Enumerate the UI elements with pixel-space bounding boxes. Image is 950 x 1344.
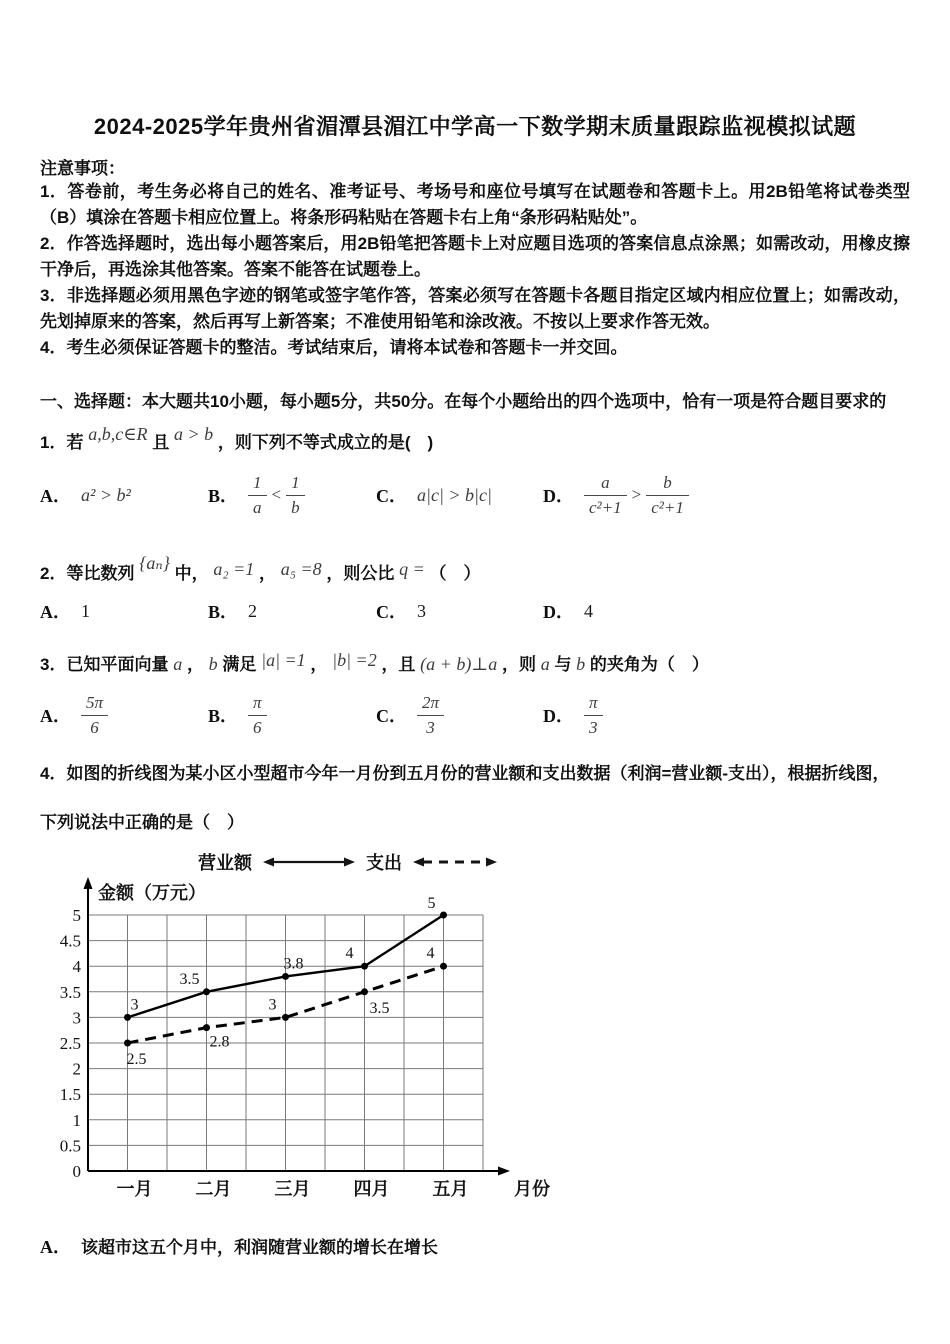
legend-solid-line-icon xyxy=(261,854,357,870)
q3-option-D xyxy=(543,692,910,737)
legend-label-expense: 支出 xyxy=(366,853,402,873)
q3-formula-mag-a: |a| =1 xyxy=(261,650,306,670)
svg-text:月份: 月份 xyxy=(514,1179,550,1199)
q1-option-A xyxy=(40,482,208,508)
svg-text:3.8: 3.8 xyxy=(283,955,304,973)
page-title: 2024-2025学年贵州省湄潭县湄江中学高一下数学期末质量跟踪监视模拟试题 xyxy=(93,114,857,139)
q2-formula-q: q = xyxy=(399,559,425,579)
q1-option-B-relation: < xyxy=(271,485,282,504)
question-1 xyxy=(40,424,910,453)
q1-option-C xyxy=(376,482,543,508)
q3-var-a2: a xyxy=(540,654,550,674)
question-3 xyxy=(40,650,910,675)
q1-option-B-fraction-2 xyxy=(286,472,305,517)
q2-text-1: 中， xyxy=(174,564,209,583)
q3-text-2: 满足 xyxy=(222,655,257,674)
svg-text:5: 5 xyxy=(72,906,81,925)
q2-formula-a2: a₂ =1 xyxy=(213,559,255,579)
q2-option-B xyxy=(208,598,376,624)
svg-text:2.5: 2.5 xyxy=(59,1034,81,1053)
q2-formula-a5: a₅ =8 xyxy=(280,559,322,579)
q2-formula-sequence: {aₙ} xyxy=(139,553,170,573)
svg-text:2.8: 2.8 xyxy=(209,1033,230,1051)
q1-option-A-label: A． xyxy=(40,486,71,506)
q1-formula-abc-in-R: a,b,c∈R xyxy=(88,424,148,444)
q2-options xyxy=(40,598,910,624)
q2-option-A-label: A． xyxy=(40,602,71,622)
question-2 xyxy=(40,553,910,584)
svg-text:3: 3 xyxy=(130,996,139,1014)
q2-option-C-value: 3 xyxy=(417,600,426,621)
line-chart-svg xyxy=(40,875,560,1213)
q3-text-7: 的夹角为（ ） xyxy=(589,655,709,674)
q3-option-B-fraction xyxy=(248,692,267,737)
fraction-denominator: c²+1 xyxy=(589,498,622,517)
q2-text-4: （ ） xyxy=(429,564,481,583)
fraction-numerator: 1 xyxy=(286,472,305,496)
q2-option-D-label: D． xyxy=(543,602,574,622)
q4-option-A xyxy=(40,1233,910,1259)
chart-canvas xyxy=(40,875,560,1213)
q2-prefix: 2．等比数列 xyxy=(40,564,135,583)
q1-option-D-label: D． xyxy=(543,486,574,506)
svg-text:一月: 一月 xyxy=(116,1179,153,1199)
fraction-denominator: 6 xyxy=(253,718,262,737)
q3-text-1: ， xyxy=(186,655,204,674)
chart-legend xyxy=(198,849,560,875)
fraction-denominator: b xyxy=(291,498,300,517)
svg-text:3: 3 xyxy=(268,996,277,1014)
q3-text-5: ，则 xyxy=(501,655,536,674)
fraction-numerator: π xyxy=(248,692,267,716)
q1-suffix: ，则下列不等式成立的是( ) xyxy=(217,433,434,452)
q1-option-D-fraction-1 xyxy=(584,472,627,517)
q3-option-B-label: B． xyxy=(208,706,239,726)
q1-option-D-fraction-2 xyxy=(646,472,689,517)
q3-options xyxy=(40,689,910,741)
fraction-numerator: π xyxy=(584,692,603,716)
section-1-heading: 一、选择题：本大题共10小题，每小题5分，共50分。在每个小题给出的四个选项中，恰有一项是符合题目要求的 xyxy=(40,392,887,411)
notice-heading: 注意事项： xyxy=(40,159,125,178)
q3-option-C-label: C． xyxy=(376,706,407,726)
fraction-denominator: 6 xyxy=(90,718,99,737)
fraction-numerator: 1 xyxy=(248,472,267,496)
q1-option-C-label: C． xyxy=(376,486,407,506)
q1-option-A-formula: a² > b² xyxy=(81,484,131,505)
legend-label-revenue: 营业额 xyxy=(198,853,252,873)
svg-text:5: 5 xyxy=(427,895,436,912)
svg-text:五月: 五月 xyxy=(432,1179,469,1199)
svg-text:1.5: 1.5 xyxy=(59,1085,81,1105)
fraction-denominator: c²+1 xyxy=(651,498,684,517)
q2-text-3: ，则公比 xyxy=(326,564,395,583)
q3-text-6: 与 xyxy=(554,655,572,674)
legend-dashed-line-icon xyxy=(411,854,499,870)
notice-item-2: 2．作答选择题时，选出每小题答案后，用2B铅笔把答题卡上对应题目选项的答案信息点涂黑；如需改动，用橡皮擦干净后，再选涂其他答案。答案不能答在试题卷上。 xyxy=(40,234,910,279)
svg-text:4: 4 xyxy=(72,957,81,977)
q1-option-B xyxy=(208,472,376,517)
q2-option-D xyxy=(543,598,910,624)
q1-option-D-relation: > xyxy=(631,485,642,504)
q3-text-3: ， xyxy=(310,655,328,674)
fraction-numerator: b xyxy=(646,472,689,496)
q3-option-D-fraction xyxy=(584,692,603,737)
svg-text:二月: 二月 xyxy=(195,1179,232,1199)
notice-item-3: 3．非选择题必须用黑色字迹的钢笔或签字笔作答，答案必须写在答题卡各题目指定区域内相应位置上；如需改动，先划掉原来的答案，然后再写上新答案；不准使用铅笔和涂改液。不按以上要求作答无效。 xyxy=(40,286,910,331)
svg-text:3.5: 3.5 xyxy=(179,970,200,988)
q3-formula-perp: (a + b)⊥a xyxy=(420,654,498,674)
q1-prefix: 1．若 xyxy=(40,433,84,452)
q2-option-B-value: 2 xyxy=(248,600,258,621)
svg-text:0.5: 0.5 xyxy=(59,1136,81,1156)
fraction-denominator: a xyxy=(253,498,262,517)
q2-option-C-label: C． xyxy=(376,602,407,622)
q3-text-4: ，且 xyxy=(381,655,416,674)
notice-item-4: 4．考生必须保证答题卡的整洁。考试结束后，请将本试卷和答题卡一并交回。 xyxy=(40,338,628,357)
q2-option-A xyxy=(40,598,208,624)
q3-formula-mag-b: |b| =2 xyxy=(332,650,377,670)
question-4-line-2: 下列说法中正确的是（ ） xyxy=(40,813,244,832)
svg-text:4.5: 4.5 xyxy=(59,931,81,951)
q1-option-B-label: B． xyxy=(208,486,239,506)
q2-text-2: ， xyxy=(259,564,277,583)
svg-text:3.5: 3.5 xyxy=(59,982,81,1002)
svg-text:1: 1 xyxy=(72,1110,81,1130)
question-4-line-1: 4．如图的折线图为某小区小型超市今年一月份到五月份的营业额和支出数据（利润=营业额-支出），根据折线图， xyxy=(40,764,890,783)
svg-text:3: 3 xyxy=(72,1008,81,1028)
q2-option-B-label: B． xyxy=(208,602,239,622)
q3-option-C-fraction xyxy=(417,692,444,737)
q4-option-A-label: A． xyxy=(40,1237,71,1257)
svg-text:3.5: 3.5 xyxy=(369,999,390,1017)
q2-option-A-value: 1 xyxy=(81,600,90,621)
svg-text:四月: 四月 xyxy=(353,1179,390,1199)
q3-option-A-label: A． xyxy=(40,706,71,726)
q3-option-B xyxy=(208,692,376,737)
q3-var-a: a xyxy=(173,654,183,674)
svg-text:4: 4 xyxy=(426,945,435,963)
svg-text:三月: 三月 xyxy=(274,1179,311,1199)
q3-option-C xyxy=(376,692,543,737)
fraction-numerator: 5π xyxy=(81,692,108,716)
q3-prefix: 3．已知平面向量 xyxy=(40,655,169,674)
fraction-numerator: a xyxy=(584,472,627,496)
q1-options xyxy=(40,463,910,527)
q1-formula-a-gt-b: a > b xyxy=(173,424,214,444)
q2-option-D-value: 4 xyxy=(584,600,593,621)
q3-option-D-label: D． xyxy=(543,706,574,726)
svg-text:2: 2 xyxy=(72,1059,81,1079)
q3-option-A-fraction xyxy=(81,692,108,737)
q1-conjunction: 且 xyxy=(152,433,170,452)
q1-option-B-fraction-1 xyxy=(248,472,267,517)
q3-option-A xyxy=(40,692,208,737)
notice-item-1: 1．答卷前，考生务必将自己的姓名、准考证号、考场号和座位号填写在试题卷和答题卡上。用2B铅笔将试卷类型（B）填涂在答题卡相应位置上。将条形码粘贴在答题卡右上角“条形码粘贴处”。 xyxy=(40,182,910,227)
svg-text:0: 0 xyxy=(72,1162,81,1181)
fraction-denominator: 3 xyxy=(589,718,598,737)
svg-text:4: 4 xyxy=(345,945,354,963)
q2-option-C xyxy=(376,598,543,624)
q4-option-A-text: 该超市这五个月中，利润随营业额的增长在增长 xyxy=(81,1238,438,1257)
q1-option-C-formula: a|c| > b|c| xyxy=(417,484,492,505)
fraction-denominator: 3 xyxy=(426,718,435,737)
svg-text:金额（万元）: 金额（万元） xyxy=(98,883,206,903)
q1-option-D xyxy=(543,472,910,517)
svg-text:2.5: 2.5 xyxy=(126,1051,147,1068)
q3-var-b2: b xyxy=(576,654,586,674)
q3-var-b: b xyxy=(208,654,218,674)
fraction-numerator: 2π xyxy=(417,692,444,716)
profit-chart xyxy=(40,849,560,1213)
